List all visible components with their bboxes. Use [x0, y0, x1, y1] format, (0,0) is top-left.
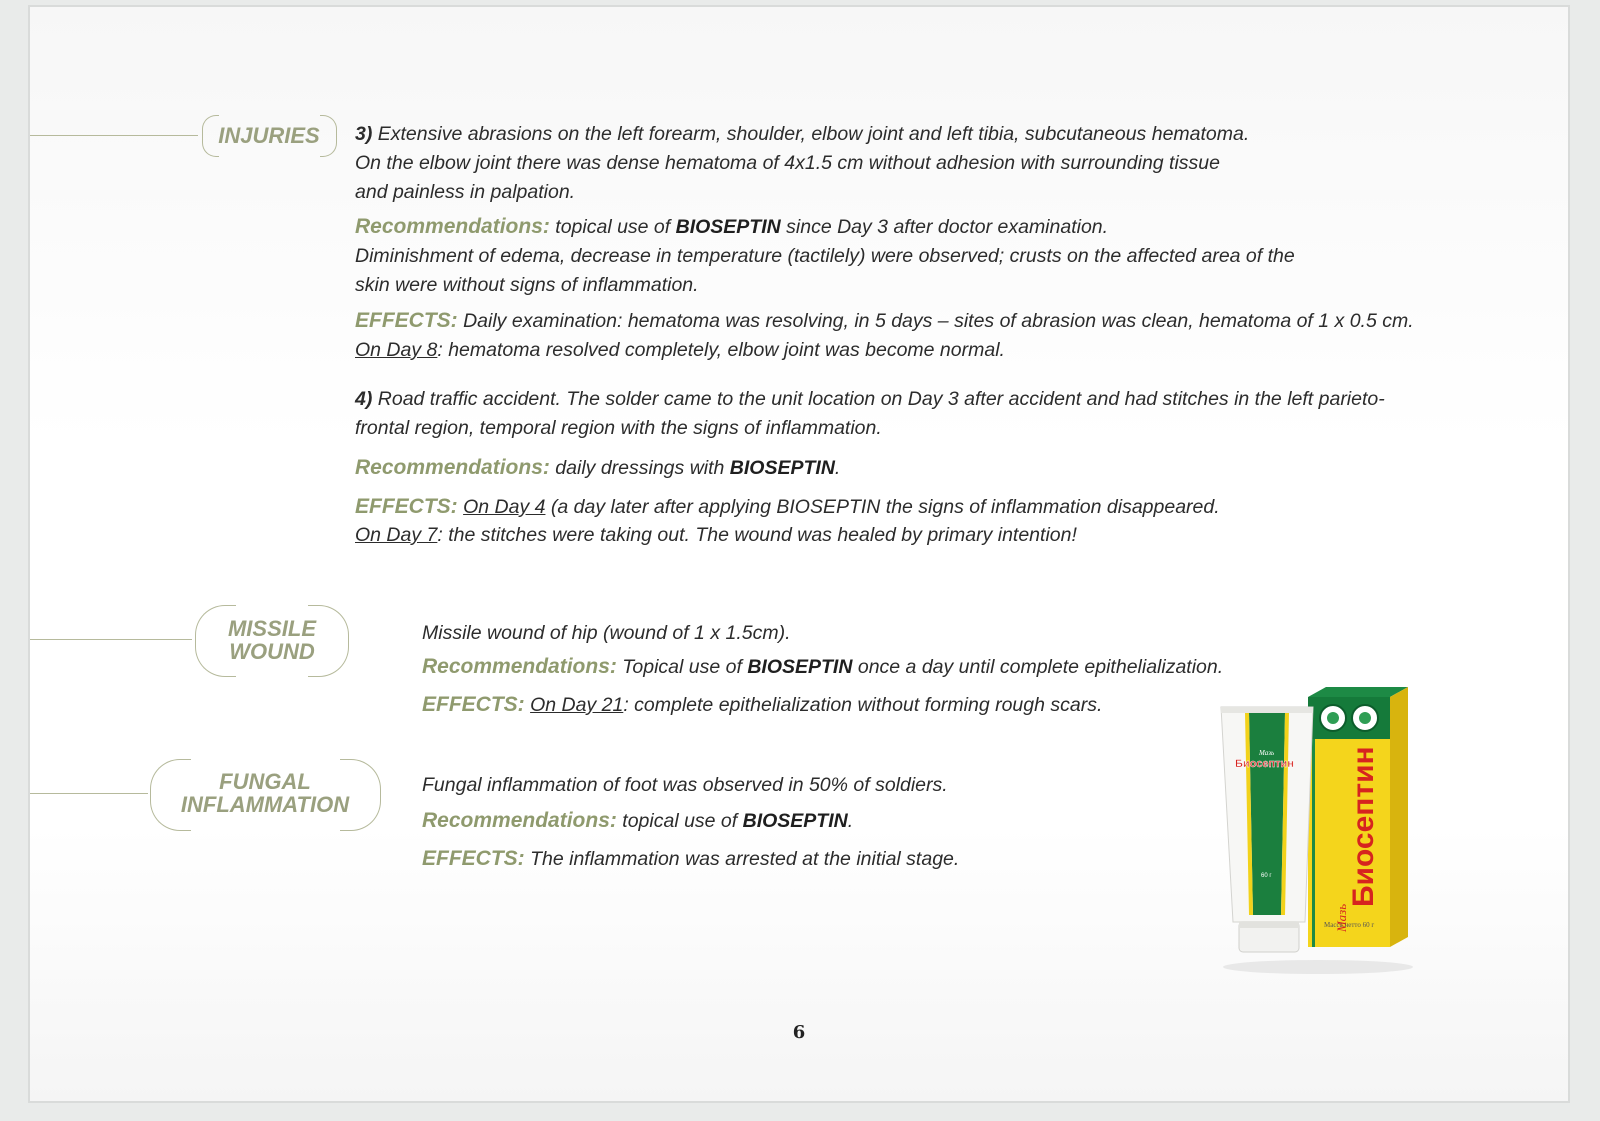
case4-number: 4): [355, 388, 373, 410]
product-name: BIOSEPTIN: [747, 656, 853, 678]
missile-rule: [30, 639, 192, 640]
document-page: [28, 5, 1570, 1103]
product-name: BIOSEPTIN: [742, 810, 848, 832]
case3-line2: On the elbow joint there was dense hematoma of 4x1.5 cm without adhesion with surrounding tissue: [355, 152, 1220, 174]
tube-weight: 60 г: [1261, 873, 1272, 879]
fungal-recommendations: Recommendations: topical use of BIOSEPTIN.: [422, 809, 854, 832]
case3-effects: EFFECTS: Daily examination: hematoma was resolving, in 5 days – sites of abrasion was clean, hematoma of 1 x 0.5 cm.: [355, 309, 1414, 332]
case4-recommendations: Recommendations: daily dressings with BIOSEPTIN.: [355, 456, 841, 479]
effects-label: EFFECTS:: [422, 693, 525, 716]
case3-number: 3): [355, 123, 373, 145]
product-name: BIOSEPTIN: [675, 216, 781, 238]
case3-line1: 3) Extensive abrasions on the left forearm, shoulder, elbow joint and left tibia, subcutaneous hematoma.: [355, 123, 1250, 145]
box-brand: Биосептин: [1347, 746, 1380, 907]
box-small: Мазь: [1334, 903, 1349, 932]
recommendations-label: Recommendations:: [422, 655, 617, 678]
case3-line3: and painless in palpation.: [355, 181, 576, 203]
effects-label: EFFECTS:: [355, 309, 458, 332]
case3-recommendations: Recommendations: topical use of BIOSEPTIN since Day 3 after doctor examination.: [355, 215, 1109, 238]
case3-observation-line2: skin were without signs of inflammation.: [355, 274, 699, 296]
injuries-rule: [30, 135, 198, 136]
product-box: [1308, 687, 1408, 947]
tube-small: Мазь: [1259, 749, 1275, 757]
recommendations-label: Recommendations:: [422, 809, 617, 832]
fungal-rule: [30, 793, 148, 794]
case3-observation-line1: Diminishment of edema, decrease in temperature (tactilely) were observed; crusts on the affected area of the: [355, 245, 1295, 267]
box-weight: Масса нетто 60 г: [1324, 921, 1375, 929]
effects-label: EFFECTS:: [422, 847, 525, 870]
product-image: [1213, 687, 1423, 977]
tube-brand: Биосептин: [1235, 758, 1294, 770]
missile-label: MISSILE WOUND: [227, 616, 316, 664]
page-number: 6: [792, 1022, 806, 1043]
case4-effects: EFFECTS: On Day 4 (a day later after applying BIOSEPTIN the signs of inflammation disappeared.: [355, 495, 1220, 518]
missile-recommendations: Recommendations: Topical use of BIOSEPTIN once a day until complete epithelialization.: [422, 655, 1224, 678]
case4-effects-day7: On Day 7: the stitches were taking out. The wound was healed by primary intention!: [355, 524, 1077, 546]
fungal-line1: Fungal inflammation of foot was observed in 50% of soldiers.: [422, 774, 948, 796]
missile-line1: Missile wound of hip (wound of 1 x 1.5cm).: [422, 622, 791, 644]
fungal-effects: EFFECTS: The inflammation was arrested at the initial stage.: [422, 847, 960, 870]
recommendations-label: Recommendations:: [355, 456, 550, 479]
injuries-label: INJURIES: [218, 123, 320, 148]
case3-effects-day8: On Day 8: hematoma resolved completely, elbow joint was become normal.: [355, 339, 1005, 361]
product-tube: [1221, 707, 1313, 952]
case4-line1: 4) Road traffic accident. The solder came to the unit location on Day 3 after accident and had stitches in the left parieto-: [355, 388, 1385, 410]
product-name: BIOSEPTIN: [729, 457, 835, 479]
effects-label: EFFECTS:: [355, 495, 458, 518]
case4-line2: frontal region, temporal region with the signs of inflammation.: [355, 417, 882, 439]
fungal-label: FUNGAL INFLAMMATION: [180, 769, 350, 817]
missile-effects: EFFECTS: On Day 21: complete epithelialization without forming rough scars.: [422, 693, 1103, 716]
recommendations-label: Recommendations:: [355, 215, 550, 238]
